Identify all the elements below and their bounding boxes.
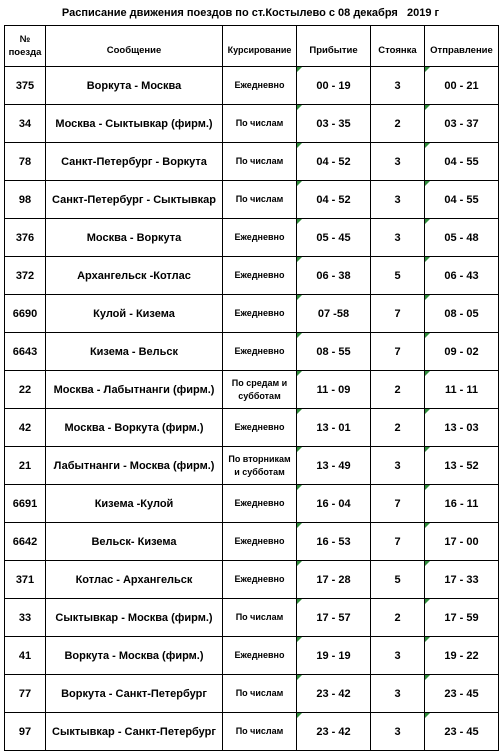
stop-duration: 7 [371, 295, 425, 333]
stop-duration: 2 [371, 599, 425, 637]
arrival-time: 08 - 55 [297, 333, 371, 371]
route-name: Москва - Воркута (фирм.) [46, 409, 223, 447]
arrival-time: 17 - 57 [297, 599, 371, 637]
arrival-time: 23 - 42 [297, 675, 371, 713]
stop-duration: 3 [371, 219, 425, 257]
stop-duration: 3 [371, 637, 425, 675]
arrival-time: 23 - 42 [297, 713, 371, 751]
frequency: Ежедневно [223, 637, 297, 675]
train-number: 371 [5, 561, 46, 599]
table-row [5, 105, 499, 143]
arrival-time: 06 - 38 [297, 257, 371, 295]
stop-duration: 3 [371, 181, 425, 219]
arrival-time: 03 - 35 [297, 105, 371, 143]
route-name: Котлас - Архангельск [46, 561, 223, 599]
table-row [5, 333, 499, 371]
route-name: Москва - Лабытнанги (фирм.) [46, 371, 223, 409]
route-name: Воркута - Москва (фирм.) [46, 637, 223, 675]
train-number: 97 [5, 713, 46, 751]
departure-time: 17 - 33 [425, 561, 499, 599]
arrival-time: 05 - 45 [297, 219, 371, 257]
departure-time: 11 - 11 [425, 371, 499, 409]
train-number: 21 [5, 447, 46, 485]
route-name: Сыктывкар - Санкт-Петербург [46, 713, 223, 751]
train-number: 6643 [5, 333, 46, 371]
departure-time: 04 - 55 [425, 181, 499, 219]
stop-duration: 3 [371, 143, 425, 181]
table-row [5, 143, 499, 181]
table-row [5, 67, 499, 105]
table-row [5, 447, 499, 485]
frequency [223, 371, 297, 409]
departure-time: 03 - 37 [425, 105, 499, 143]
departure-time: 13 - 03 [425, 409, 499, 447]
departure-time: 09 - 02 [425, 333, 499, 371]
arrival-time: 07 -58 [297, 295, 371, 333]
stop-duration: 5 [371, 561, 425, 599]
route-name: Воркута - Москва [46, 67, 223, 105]
train-number: 6691 [5, 485, 46, 523]
arrival-time: 13 - 01 [297, 409, 371, 447]
frequency-line1: По средам и [231, 377, 288, 388]
table-row [5, 637, 499, 675]
route-name: Лабытнанги - Москва (фирм.) [46, 447, 223, 485]
stop-duration: 2 [371, 371, 425, 409]
arrival-time: 16 - 53 [297, 523, 371, 561]
arrival-time: 11 - 09 [297, 371, 371, 409]
stop-duration: 7 [371, 485, 425, 523]
stop-duration: 3 [371, 675, 425, 713]
frequency: Ежедневно [223, 485, 297, 523]
departure-time: 17 - 59 [425, 599, 499, 637]
departure-time: 13 - 52 [425, 447, 499, 485]
frequency: Ежедневно [223, 295, 297, 333]
arrival-time: 16 - 04 [297, 485, 371, 523]
frequency [223, 447, 297, 485]
table-row [5, 599, 499, 637]
schedule-title: Расписание движения поездов по ст.Костылево с 08 декабря 2019 г [61, 7, 440, 19]
frequency: Ежедневно [223, 257, 297, 295]
route-name: Воркута - Санкт-Петербург [46, 675, 223, 713]
route-name: Кулой - Кизема [46, 295, 223, 333]
route-name: Сыктывкар - Москва (фирм.) [46, 599, 223, 637]
stop-duration: 2 [371, 105, 425, 143]
departure-time: 19 - 22 [425, 637, 499, 675]
train-number: 33 [5, 599, 46, 637]
departure-time: 06 - 43 [425, 257, 499, 295]
header-train-number [5, 26, 46, 67]
header-stop: Стоянка [371, 26, 425, 67]
departure-time: 05 - 48 [425, 219, 499, 257]
frequency: По числам [223, 599, 297, 637]
route-name: Москва - Воркута [46, 219, 223, 257]
train-number: 77 [5, 675, 46, 713]
header-departure: Отправление [425, 26, 499, 67]
header-num-line1: № [19, 34, 31, 45]
route-name: Москва - Сыктывкар (фирм.) [46, 105, 223, 143]
table-row [5, 181, 499, 219]
frequency: Ежедневно [223, 561, 297, 599]
table-row [5, 713, 499, 751]
stop-duration: 7 [371, 333, 425, 371]
table-row [5, 219, 499, 257]
train-number: 22 [5, 371, 46, 409]
departure-time: 00 - 21 [425, 67, 499, 105]
frequency: Ежедневно [223, 333, 297, 371]
table-row [5, 675, 499, 713]
departure-time: 23 - 45 [425, 713, 499, 751]
train-number: 6642 [5, 523, 46, 561]
table-row [5, 295, 499, 333]
frequency-line2: субботам [238, 390, 281, 401]
route-name: Кизема -Кулой [46, 485, 223, 523]
train-number: 34 [5, 105, 46, 143]
train-number: 375 [5, 67, 46, 105]
frequency: Ежедневно [223, 523, 297, 561]
train-number: 98 [5, 181, 46, 219]
frequency-line2: и субботам [234, 466, 285, 477]
departure-time: 08 - 05 [425, 295, 499, 333]
train-number: 78 [5, 143, 46, 181]
header-arrival: Прибытие [297, 26, 371, 67]
stop-duration: 3 [371, 447, 425, 485]
frequency: Ежедневно [223, 409, 297, 447]
table-row [5, 485, 499, 523]
table-row [5, 523, 499, 561]
table-row [5, 561, 499, 599]
table-row [5, 409, 499, 447]
frequency: По числам [223, 143, 297, 181]
header-route: Сообщение [46, 26, 223, 67]
train-number: 42 [5, 409, 46, 447]
schedule-table [4, 25, 499, 751]
frequency: Ежедневно [223, 67, 297, 105]
stop-duration: 5 [371, 257, 425, 295]
arrival-time: 13 - 49 [297, 447, 371, 485]
route-name: Санкт-Петербург - Воркута [46, 143, 223, 181]
header-frequency: Курсирование [223, 26, 297, 67]
frequency: Ежедневно [223, 219, 297, 257]
frequency: По числам [223, 105, 297, 143]
frequency: По числам [223, 713, 297, 751]
route-name: Вельск- Кизема [46, 523, 223, 561]
stop-duration: 3 [371, 713, 425, 751]
train-number: 41 [5, 637, 46, 675]
arrival-time: 00 - 19 [297, 67, 371, 105]
table-row [5, 371, 499, 409]
arrival-time: 19 - 19 [297, 637, 371, 675]
arrival-time: 17 - 28 [297, 561, 371, 599]
departure-time: 23 - 45 [425, 675, 499, 713]
frequency: По числам [223, 675, 297, 713]
train-number: 6690 [5, 295, 46, 333]
stop-duration: 2 [371, 409, 425, 447]
train-number: 372 [5, 257, 46, 295]
table-row [5, 257, 499, 295]
header-num-line2: поезда [8, 47, 42, 58]
route-name: Архангельск -Котлас [46, 257, 223, 295]
stop-duration: 7 [371, 523, 425, 561]
departure-time: 17 - 00 [425, 523, 499, 561]
route-name: Кизема - Вельск [46, 333, 223, 371]
frequency: По числам [223, 181, 297, 219]
header-row [5, 26, 499, 67]
departure-time: 04 - 55 [425, 143, 499, 181]
arrival-time: 04 - 52 [297, 143, 371, 181]
train-number: 376 [5, 219, 46, 257]
stop-duration: 3 [371, 67, 425, 105]
route-name: Санкт-Петербург - Сыктывкар [46, 181, 223, 219]
departure-time: 16 - 11 [425, 485, 499, 523]
frequency-line1: По вторникам [228, 453, 291, 464]
arrival-time: 04 - 52 [297, 181, 371, 219]
